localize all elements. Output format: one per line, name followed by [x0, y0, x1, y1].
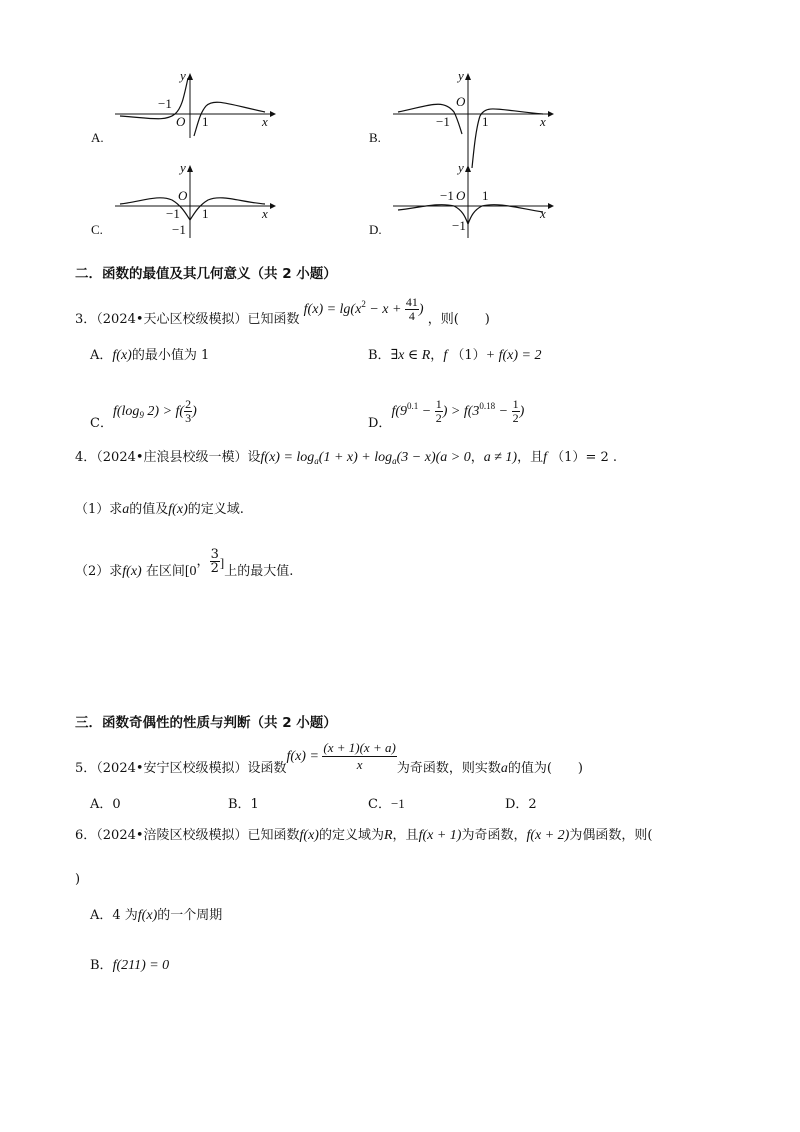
graph-c-y-label: y: [180, 160, 186, 175]
section-2-title: 二．函数的最值及其几何意义（共 2 小题）: [75, 266, 337, 282]
option-a-letter: A.: [91, 130, 104, 145]
graph-c-origin-label: O: [178, 188, 188, 203]
q6-option-b: B．f(211) = 0: [90, 958, 170, 973]
graph-d-y-label: y: [458, 160, 464, 175]
graph-b-origin-label: O: [456, 94, 466, 109]
q3-c-math: $f(\log_9$ 2) > f( $\frac{2}{3}$ ): [112, 397, 197, 425]
graph-d-x-label: x: [540, 206, 546, 221]
q4-stem: 4．（2024•庄浪县校级一模）设$f(x) = \log_a(1 + x) + \log_a(3 - x)(a > 0$，a ≠ 1)，且f （1）= 2 .: [75, 450, 617, 466]
graph-d-origin-label: O: [456, 188, 466, 203]
graph-d: [388, 160, 558, 240]
section-3-title: 三．函数奇偶性的性质与判断（共 2 小题）: [75, 715, 337, 731]
graph-b-y-label: y: [458, 68, 464, 83]
graph-c-x-label: x: [262, 206, 268, 221]
q3-b-math1: ∃x ∈ R: [390, 348, 431, 363]
q4-sub2: （2）求f(x) 在区间[0， $\frac{3}{2}$ ]上的最大值.: [75, 547, 294, 579]
graph-d-ymin-label: −1: [452, 218, 466, 233]
q4-function: $f(x) = \log_a(1 + x) + \log_a(3 - x)(a > 0$: [260, 450, 471, 466]
option-c-letter: C.: [91, 222, 103, 237]
q5-function: f(x) = $\frac{(x + 1)(x + a)}{x}$: [286, 740, 396, 772]
graph-c: [110, 160, 280, 240]
graph-c-neg1-label: −1: [166, 206, 180, 221]
graph-c-ymin-label: −1: [172, 222, 186, 237]
option-b-letter: B.: [369, 130, 381, 145]
option-d-letter: D.: [369, 222, 382, 237]
q5-option-c: C．−1: [368, 796, 405, 812]
graph-b-x-label: x: [540, 114, 546, 129]
graph-a-origin-label: O: [176, 114, 186, 129]
q5-option-d: D．2: [505, 797, 537, 812]
q3-stem: [75, 295, 490, 327]
graph-a-y-label: y: [180, 68, 186, 83]
q6-close: ): [75, 872, 81, 887]
q3-d-math: $f(9^{0.1}$ − $\frac{1}{2}$ ) > $f(3^{0.18}$ − $\frac{1}{2}$ ): [391, 397, 525, 425]
q3-a-math: f(x): [112, 348, 132, 363]
graph-b-neg1-label: −1: [436, 114, 450, 129]
graph-b-pos1-label: 1: [482, 114, 489, 129]
graph-d-neg1-label: −1: [440, 188, 454, 203]
q3-then: ，则( ): [427, 311, 490, 327]
q6-stem: 6．（2024•涪陵区校级模拟）已知函数f(x)的定义域为R，且f(x + 1)为奇函数，f(x + 2)为偶函数，则(: [75, 828, 653, 843]
graph-a-pos1-label: 1: [202, 114, 209, 129]
q5-option-a: A．0: [90, 797, 121, 812]
q5-stem: 5．（2024•安宁区校级模拟）设函数f(x) = $\frac{(x + 1)(x + a)}{x}$ 为奇函数，则实数a的值为( ): [75, 740, 583, 776]
graph-d-pos1-label: 1: [482, 188, 489, 203]
graph-a: [110, 68, 280, 140]
graph-a-neg1-label: −1: [158, 96, 172, 111]
q3-option-a: A．f(x)的最小值为 1: [90, 348, 210, 363]
q3-option-b: B．∃x ∈ R，f （1）+ f(x) = 2: [368, 348, 542, 363]
q3-b-math2: + f(x) = 2: [485, 348, 542, 363]
graph-a-x-label: x: [262, 114, 268, 129]
q3-option-c: C．$f(\log_9$ 2) > f( $\frac{2}{3}$ ): [90, 397, 197, 431]
graph-c-pos1-label: 1: [202, 206, 209, 221]
q3-prefix: 3．（2024•天心区校级模拟）已知函数: [75, 311, 300, 327]
q6-option-a: A．4 为f(x)的一个周期: [90, 908, 223, 923]
q5-option-b: B．1: [228, 797, 259, 812]
q3-function: $f(x) = \lg(x^2 - x$ + $\frac{41}{4}$ ): [303, 295, 424, 323]
q6-b-math: f(211) = 0: [112, 958, 170, 973]
q3-option-d: D．$f(9^{0.1}$ − $\frac{1}{2}$ ) > $f(3^{0.18}$ − $\frac{1}{2}$ ): [368, 397, 525, 431]
q4-sub1: （1）求a的值及f(x)的定义域.: [75, 502, 244, 517]
